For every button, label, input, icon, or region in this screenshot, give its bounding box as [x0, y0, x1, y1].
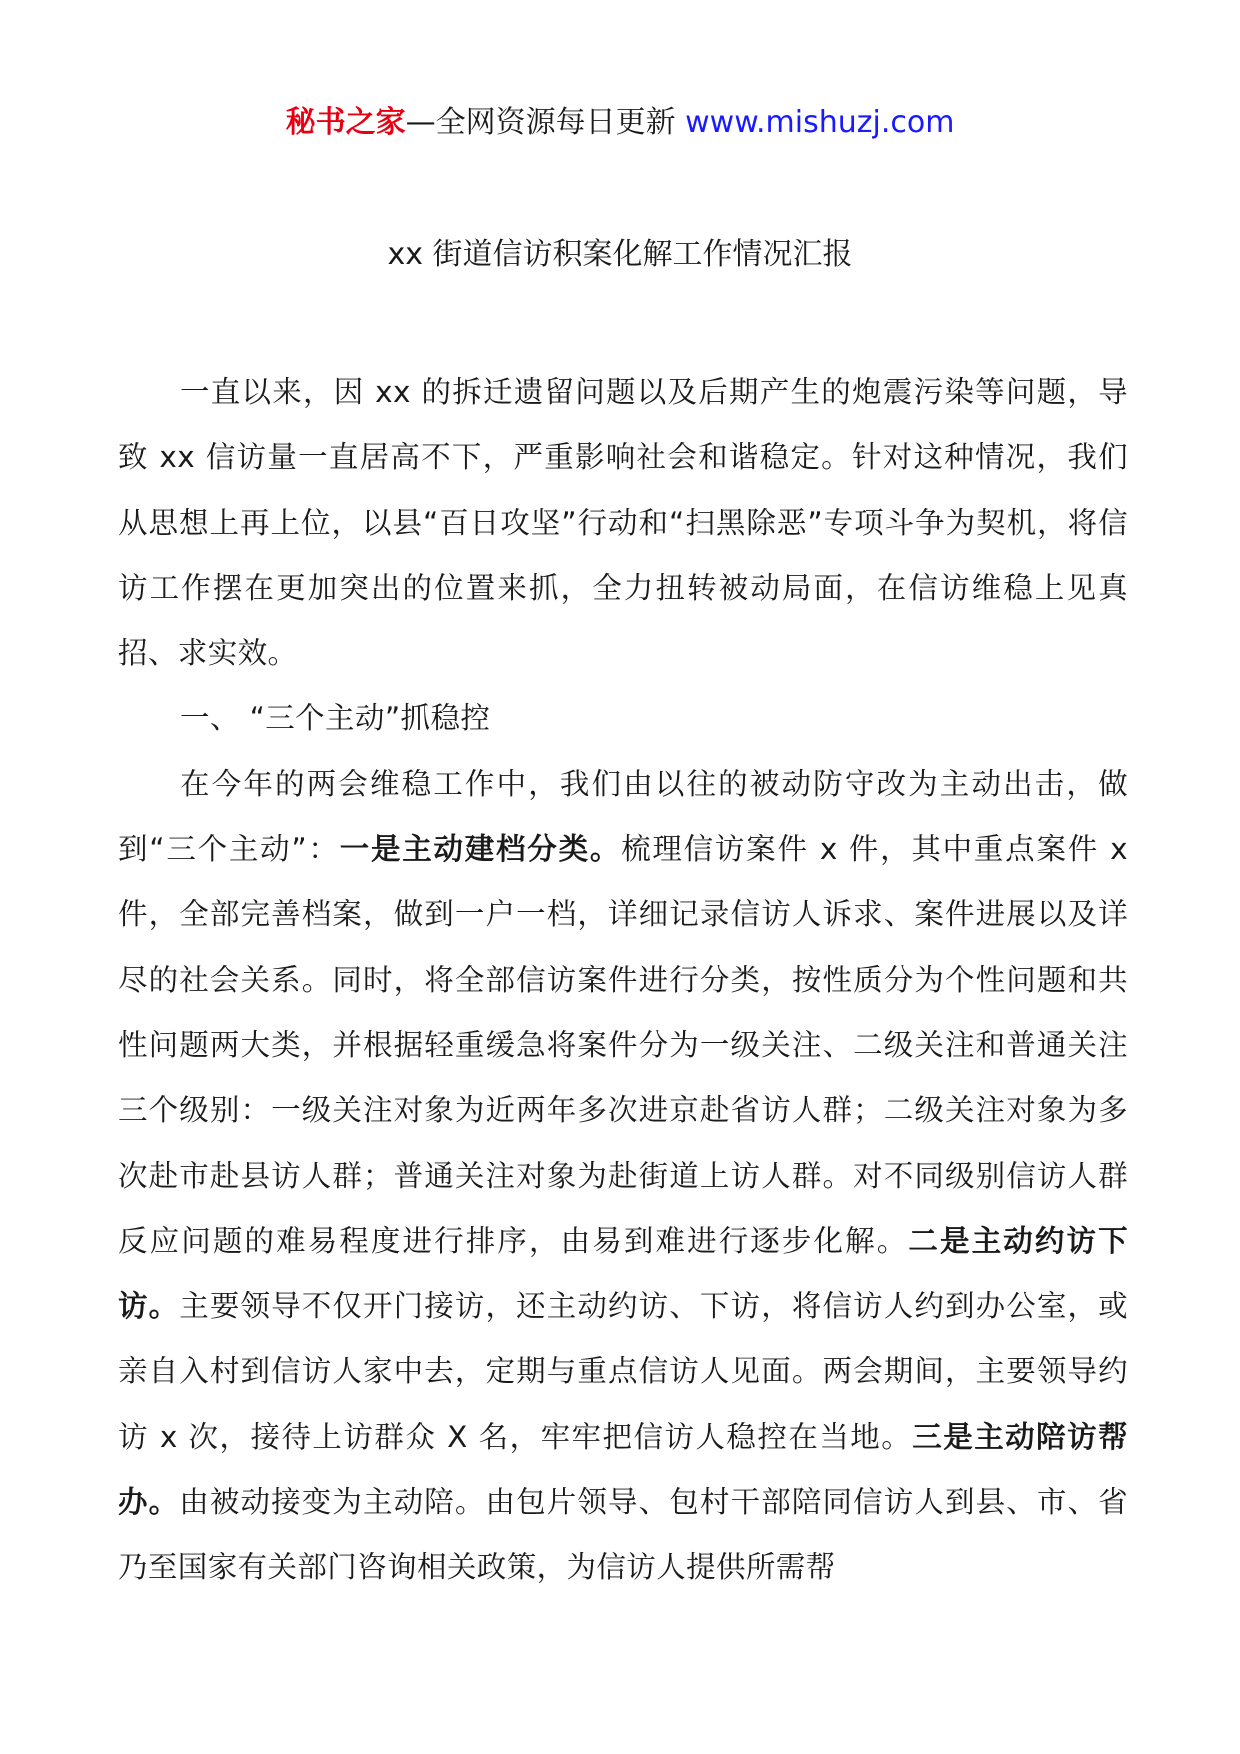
point-2-title: 二是主动约访下访。 [118, 1223, 1128, 1324]
point-2-text: 主要领导不仅开门接访，还主动约访、下访，将信访人约到办公室，或亲自入村到信访人家中去，定期与重点信访人见面。两会期间，主要领导约访 x 次，接待上访群众 X 名，牢牢把信访人稳控在当地。 [118, 1289, 1128, 1454]
paragraph-three-initiatives [118, 752, 1128, 1601]
point-1-text: 梳理信访案件 x 件，其中重点案件 x 件，全部完善档案，做到一户一档，详细记录信访人诉求、案件进展以及详尽的社会关系。同时，将全部信访案件进行分类，按性质分为个性问题和共性问题两大类，并根据轻重缓急将案件分为一级关注、二级关注和普通关注三个级别：一级关注对象为近两年多次进京赴省访人群；二级关注对象为多次赴市赴县访人群；普通关注对象为赴街道上访人群。对不同级别信访人群反应问题的难易程度进行排序，由易到难进行逐步化解。 [118, 832, 1128, 1258]
point-1-title: 一是主动建档分类。 [339, 832, 622, 867]
site-url-link[interactable]: www.mishuzj.com [685, 105, 955, 140]
paragraph-lead-in: 在今年的两会维稳工作中，我们由以往的被动防守改为主动出击，做到“三个主动”： [118, 766, 1128, 867]
header-tagline: —全网资源每日更新 [405, 105, 686, 140]
document-body [118, 360, 1128, 1601]
brand-name: 秘书之家 [285, 105, 406, 140]
point-3-text: 由被动接变为主动陪。由包片领导、包村干部陪同信访人到县、市、省乃至国家有关部门咨询相关政策，为信访人提供所需帮 [118, 1485, 1128, 1585]
document-title: xx 街道信访积案化解工作情况汇报 [387, 237, 853, 272]
point-3-title: 三是主动陪访帮办。 [118, 1419, 1128, 1520]
site-header [0, 98, 1240, 148]
paragraph-intro: 一直以来，因 xx 的拆迁遗留问题以及后期产生的炮震污染等问题，导致 xx 信访量一直居高不下，严重影响社会和谐稳定。针对这种情况，我们从思想上再上位，以县“百日攻坚”行动和“扫黑除恶”专项斗争为契机，将信访工作摆在更加突出的位置来抓，全力扭转被动局面，在信访维稳上见真招、求实效。 [118, 375, 1128, 671]
section-heading-1: 一、 “三个主动”抓稳控 [180, 701, 491, 736]
